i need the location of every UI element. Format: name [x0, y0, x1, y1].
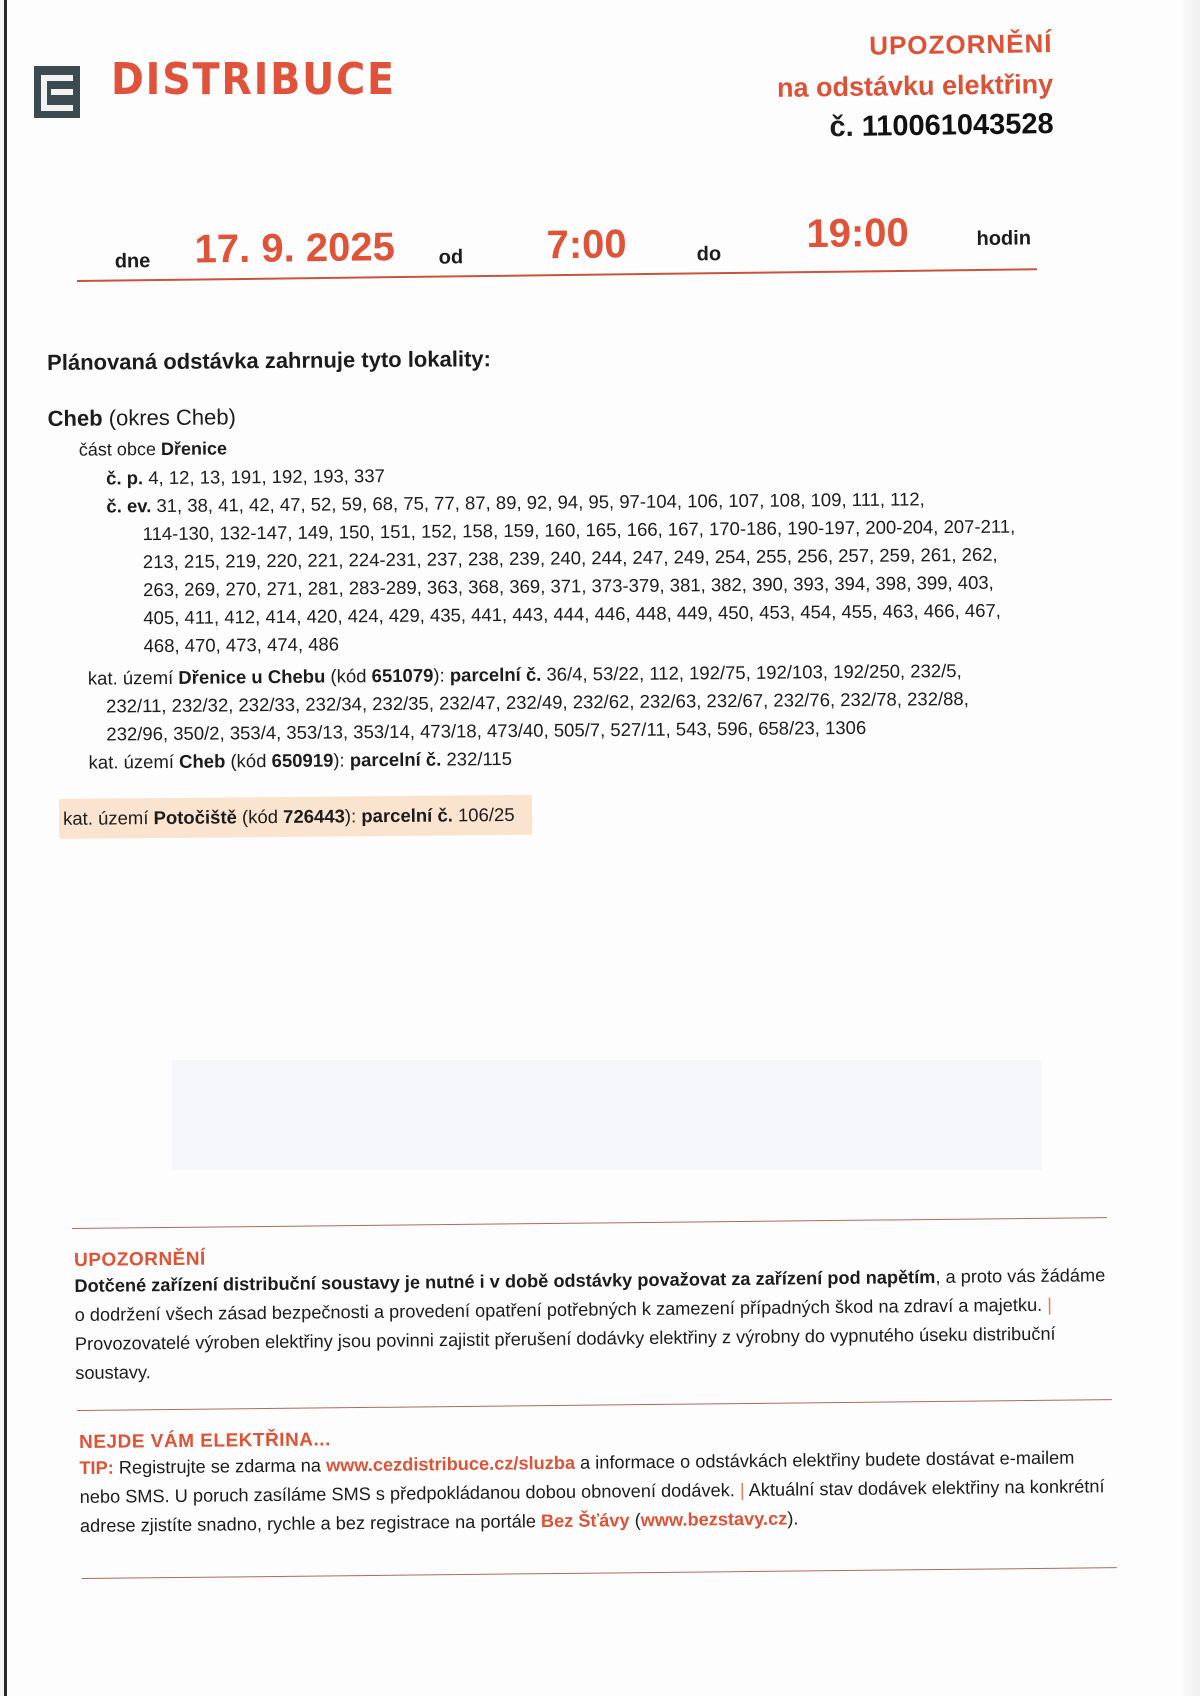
schedule-row — [76, 208, 1037, 282]
cadastral-cheb: kat. území Cheb (kód 650919): parcelní č. 232/115 — [88, 747, 513, 773]
to-time: 19:00 — [806, 210, 910, 257]
house-numbers-cp: č. p. 4, 12, 13, 191, 192, 193, 337 — [106, 465, 385, 489]
divider-bottom — [82, 1567, 1117, 1579]
to-label: do — [696, 243, 722, 266]
tip-label: TIP: — [79, 1457, 114, 1478]
municipality-part: část obce Dřenice — [78, 438, 228, 460]
cez-logo-icon — [34, 66, 80, 118]
notice-heading: UPOZORNĚNÍ — [868, 28, 1053, 61]
bezstavy-link[interactable]: www.bezstavy.cz — [640, 1508, 788, 1531]
notice-number: č. 110061043528 — [829, 108, 1054, 144]
divider-top — [72, 1217, 1107, 1229]
bleed-through-area — [172, 1060, 1042, 1170]
warning-section — [74, 1239, 1115, 1388]
notice-subheading: na odstávku elektřiny — [776, 69, 1054, 103]
document-page — [4, 0, 1200, 1696]
house-numbers-cev: č. ev. 31, 38, 41, 42, 47, 52, 59, 68, 75, 77, 87, 89, 92, 94, 95, 97-104, 106, 107, 108, 109, 111, 112, 114-130, 132-147, 149, 150, 151, 152, 158, 159, 160, 165, 166, 167, 170-186, 190-197, 200-204, 207-211, 213, 215, 219, 220, 221, 224-231, 237, 238, 239, 240, 244, 247, 249, 254, 255, 256, 257, 259, 261, 262, 263, 269, 270, 271, 281, 283-289, 363, 368, 369, 371, 373-379, 381, 382, 390, 393, 394, 398, 399, 403, 405, 411, 412, 414, 420, 424, 429, 435, 441, 443, 444, 446, 448, 449, 450, 453, 454, 455, 463, 466, 467, 468, 470, 473, 474, 486 — [106, 488, 1016, 657]
tip-title: NEJDE VÁM ELEKTŘINA... — [79, 1429, 331, 1453]
separator: | — [1047, 1294, 1053, 1315]
localities-heading: Plánovaná odstávka zahrnuje tyto lokality: — [47, 346, 491, 375]
tip-text: TIP: Registrujte se zdarma na www.cezdistribuce.cz/sluzba a informace o odstávkách elektřiny budete dostávat e-mailem nebo SMS. U poruch zasíláme SMS s předpokládanou dobou obnovení dodávek. | Aktuální stav dodávek elektřiny na konkrétní adrese zjistíte snadno, rychle a bez registrace na portále Bez Šťávy (www.bezstavy.cz). — [79, 1447, 1105, 1536]
localities-section — [47, 341, 1071, 839]
divider-middle — [77, 1399, 1112, 1411]
from-label: od — [438, 246, 464, 269]
city: Cheb (okres Cheb) — [47, 404, 236, 431]
warning-text: Dotčené zařízení distribuční soustavy je nutné i v době odstávky považovat za zařízení pod napětím, a proto vás žádáme o dodržení všech zásad bezpečnosti a provedení opatření potřebných k zamezení případných škod na zdraví a majetku. | Provozovatelé výroben elektřiny jsou povinni zajistit přerušení dodávky elektřiny z výrobny do vypnutého úseku distribuční soustavy. — [74, 1265, 1106, 1383]
portal-name: Bez Šťávy — [540, 1510, 630, 1532]
notice-number-value: 110061043528 — [861, 108, 1054, 143]
warning-title: UPOZORNĚNÍ — [74, 1248, 206, 1271]
tip-section — [79, 1421, 1120, 1541]
registration-link[interactable]: www.cezdistribuce.cz/sluzba — [325, 1452, 576, 1476]
outage-date: 17. 9. 2025 — [194, 225, 396, 272]
page-edge-shadow — [1181, 0, 1200, 1696]
separator: | — [739, 1480, 745, 1501]
from-time: 7:00 — [546, 222, 627, 268]
cadastral-drenice: kat. území Dřenice u Chebu (kód 651079): parcelní č. 36/4, 53/22, 112, 192/75, 192/103, 192/250, 232/5, 232/11, 232/32, 232/33, 232/34, 232/35, 232/47, 232/49, 232/62, 232/63, 232/67, 232/76, 232/78, 232/88, 232/96, 350/2, 353/4, 353/13, 353/14, 473/18, 473/40, 505/7, 527/11, 543, 596, 658/23, 1306 — [87, 660, 969, 745]
cadastral-potociste-highlighted: kat. území Potočiště (kód 726443): parcelní č. 106/25 — [59, 795, 533, 839]
brand-name: DISTRIBUCE — [111, 54, 396, 105]
unit-label: hodin — [976, 227, 1032, 251]
day-label: dne — [114, 250, 151, 273]
notice-title — [776, 28, 1054, 145]
